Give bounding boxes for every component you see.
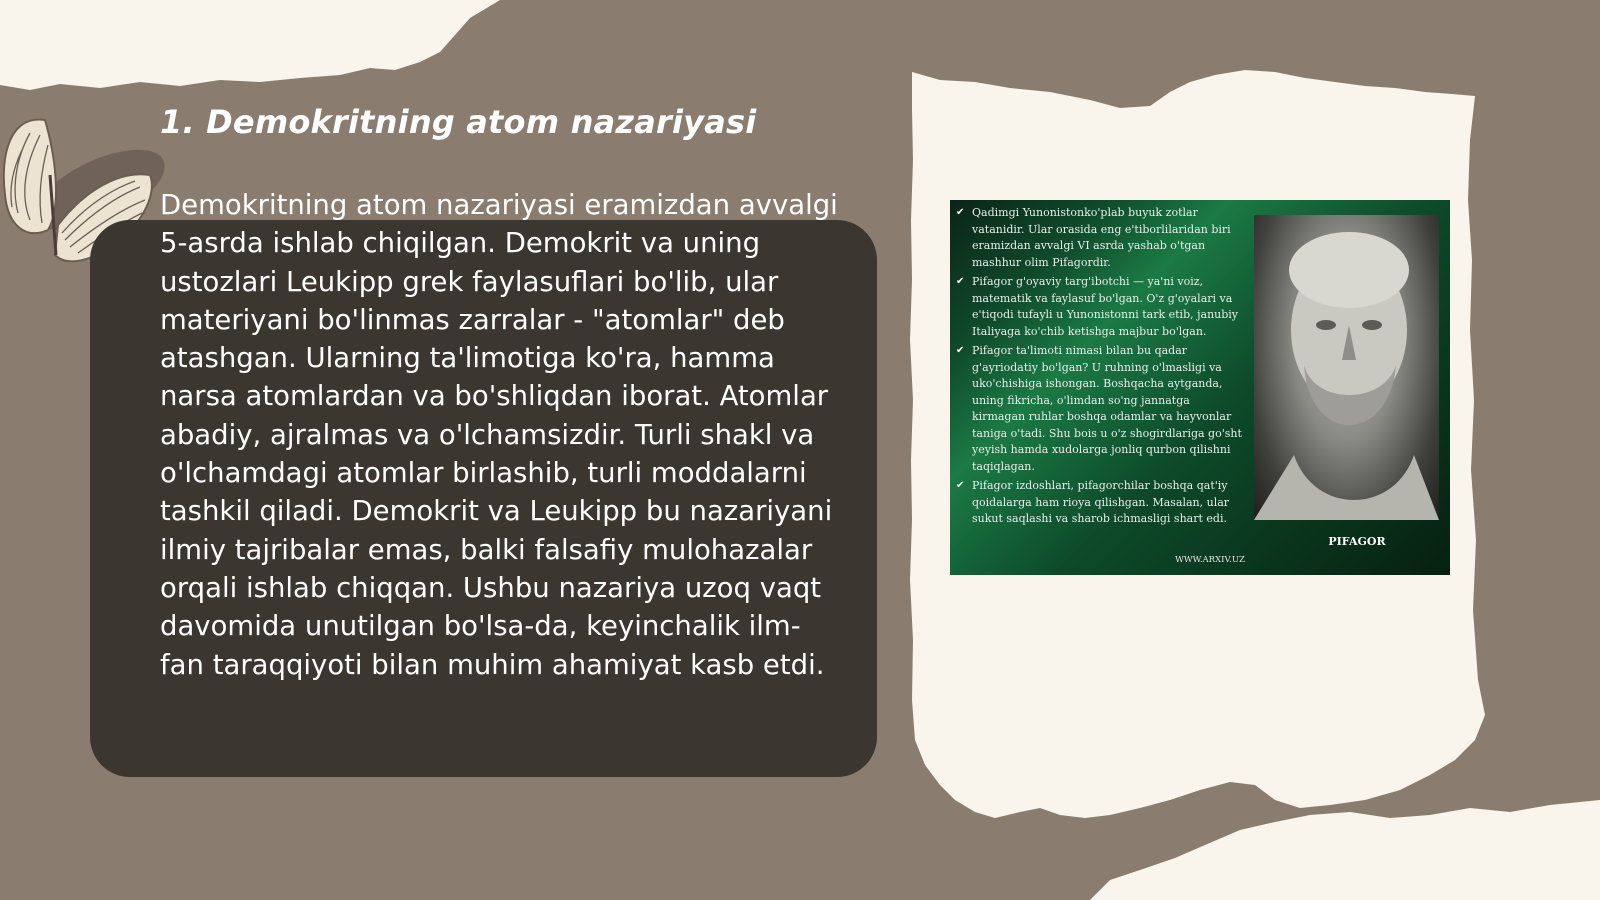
embedded-slide-image <box>950 200 1450 575</box>
photo-watermark: WWW.ARXIV.UZ <box>1175 555 1245 565</box>
photo-bullet-text: Qadimgi Yunonistonko'plab buyuk zotlar vatanidir. Ular orasida eng e'tiborlilaridan biri eramizdan avvalgi VI asrda yashab o'tgan mashhur olim Pifagordir. <box>972 206 1231 269</box>
photo-bullet-text: Pifagor izdoshlari, pifagorchilar boshqa qat'iy qoidalarga ham rioya qilishgan. Masalan, ular sukut saqlashi va sharob ichmasligi shart edi. <box>972 479 1230 525</box>
body-paragraph: Demokritning atom nazariyasi eramizdan avvalgi 5-asrda ishlab chiqilgan. Demokrit va uning ustozlari Leukipp grek faylasuflari bo'lib, ular materiyani bo'linmas zarralar - "atomlar" deb atashgan. Ularning ta'limotiga ko'ra, hamma narsa atomlardan va bo'shliqdan iborat. Atomlar abadiy, ajralmas va o'lchamsizdir. Turli shakl va o'lchamdagi atomlar birlashib, turli moddalarni tashkil qiladi. Demokrit va Leukipp bu nazariyani ilmiy tajribalar emas, balki falsafiy mulohazalar orqali ishlab chiqqan. Ushbu nazariya uzoq vaqt davomida unutilgan bo'lsa-da, keyinchalik ilm-fan taraqqiyoti bilan muhim ahamiyat kasb etdi. <box>160 189 838 681</box>
check-icon: ✔ <box>956 207 965 218</box>
photo-bullet-text: Pifagor ta'limoti nimasi bilan bu qadar g'ayriodatiy bo'lgan? U ruhning o'lmasligi va uko'chishiga ishongan. Boshqacha aytganda, uning fikricha, o'limdan so'ng jannatga kirmagan ruhlar boshqa odamlar va hayvonlar taniga o'tadi. Shu bois u o'z shogirdlariga go'sht yeyish hamda xudolarga jonliq qurbon qilishni taqiqlagan. <box>972 344 1242 473</box>
photo-bullet-text: Pifagor g'oyaviy targ'ibotchi — ya'ni voiz, matematik va faylasuf bo'lgan. O'z g'oyalari va e'tiqodi tufayli u Yunonistonni tark etib, janubiy Italiyaga ko'chib ketishga majbur bo'lgan. <box>972 275 1239 338</box>
check-icon: ✔ <box>956 276 965 287</box>
photo-bullet <box>956 205 1246 271</box>
photo-caption: PIFAGOR <box>1328 535 1386 548</box>
check-icon: ✔ <box>956 345 965 356</box>
check-icon: ✔ <box>956 480 965 491</box>
pythagoras-bust-image <box>1254 215 1439 520</box>
bust-drawing <box>1254 215 1439 520</box>
photo-bullet <box>956 274 1246 340</box>
photo-bullet-list <box>956 205 1246 531</box>
slide-title: 1. Demokritning atom nazariyasi <box>160 103 757 141</box>
photo-bullet <box>956 343 1246 475</box>
photo-bullet <box>956 478 1246 528</box>
